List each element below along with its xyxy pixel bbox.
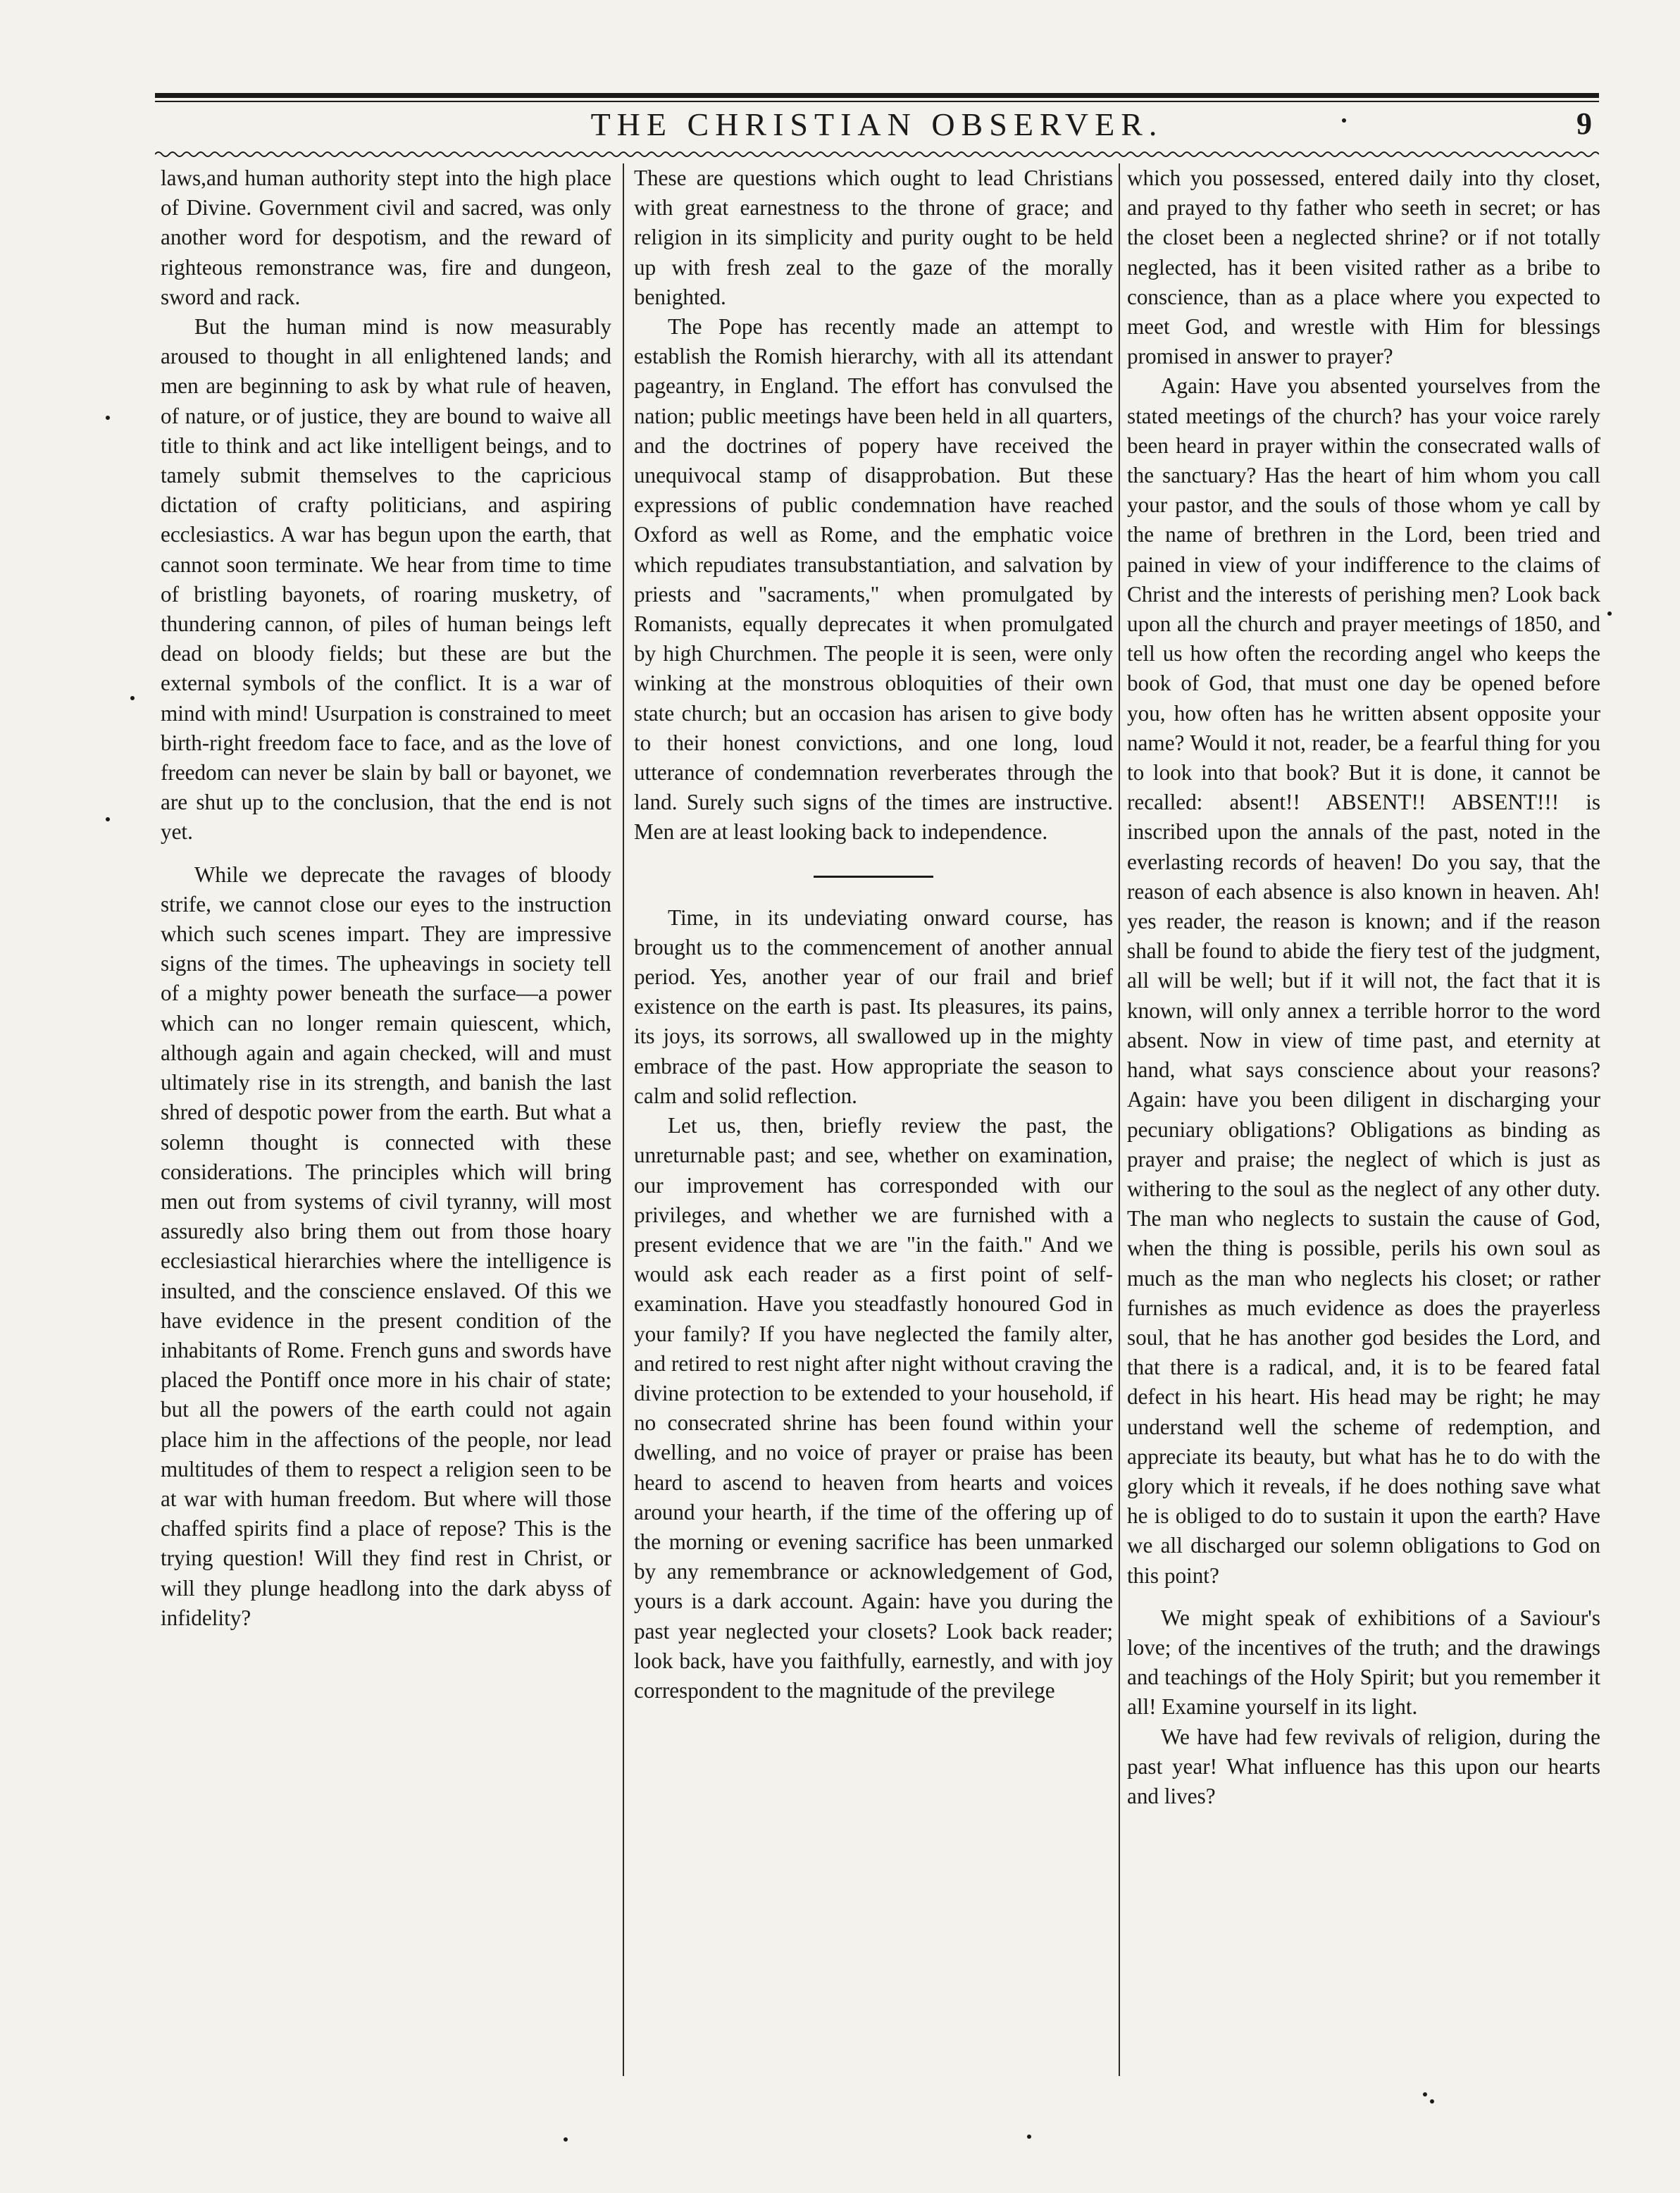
col2-paragraph-1: These are questions which ought to lead Christians with great earnestness to the throne of grace; and religion in its simplicity and purity ought to be held up with fresh zeal to the gaze of the morally benighted. (634, 166, 1113, 309)
page-header (155, 106, 1599, 148)
col3-paragraph-2: Again: Have you absented yourselves from the stated meetings of the church? has your voice rarely been heard in prayer within the consecrated walls of the sanctuary? Has the heart of him whom you call your pastor, and the souls of those whom ye call by the name of brethren in the Lord, been tried and pained in view of your indifference to the claims of Christ and the interests of perishing men? Look back upon all the church and prayer meetings of 1850, and tell us how often the recording angel who keeps the book of God, that must one day be opened before you, how often has he written absent opposite your name? Would it not, reader, be a fearful thing for you to look into that book? But it is done, it cannot be recalled: absent!! ABSENT!! ABSENT!!! is inscribed upon the annals of the past, noted in the everlasting records of heaven! Do you say, that the reason of each absence is also known in heaven. Ah! yes reader, the reason is known; and if the reason shall be found to abide the fiery test of the judgment, all will be well; but if it will not, the fact that it is known, will only annex a terrible horror to the word absent. Now in view of time past, and eternity at hand, what says conscience about your reasons? Again: have you been diligent in discharging your pecuniary obligations? Obligations as binding as prayer and praise; the neglect of which is just as withering to the soul as the neglect of any other duty. The man who neglects to sustain the cause of God, when the thing is possible, perils his own soul as much as the man who neglects his closet; or rather furnishes as much evidence as does the prayerless soul, that he has another god besides the Lord, and that there is a radical, and, it is to be feared fatal defect in his heart. His head may be right; he may understand well the scheme of redemption, and appreciate its beauty, but what has he to do with the glory which it reveals, if he does nothing save what he is obliged to do to sustain it upon the earth? Have we all discharged our solemn obligations to God on this point? (1127, 373, 1600, 1588)
header-rule-thick (155, 93, 1599, 98)
column-3 (1127, 163, 1600, 2080)
col2-paragraph-2: The Pope has recently made an attempt to establish the Romish hierarchy, with all its attendant pageantry, in England. The effort has convulsed the nation; public meetings have been held in all quarters, and the doctrines of popery have received the unequivocal stamp of disapprobation. But these expressions of public condemnation have reached Oxford as well as Rome, and the emphatic voice which repudiates transubstantiation, and salvation by priests and "sacraments," when promulgated by Romanists, equally deprecates it when promulgated by high Churchmen. The people it is seen, were only winking at the monstrous obloquities of their own state church; but an occasion has arisen to give body to their honest convictions, and one long, loud utterance of condemnation reverberates through the land. Surely such signs of the times are instructive. Men are at least looking back to independence. (634, 314, 1113, 845)
col3-paragraph-4: We have had few revivals of religion, during the past year! What influence has this upon our hearts and lives? (1127, 1724, 1600, 1808)
scan-speck (130, 696, 135, 700)
col2-paragraph-4: Let us, then, briefly review the past, the unreturnable past; and see, whether on examination, our improvement has corresponded with our privileges, and whether we are furnished with a present evidence that we are "in the faith." And we would ask each reader as a first point of self-examination. Have you steadfastly honoured God in your family? If you have neglected the family alter, and retired to rest night after night without craving the divine protection to be extended to your household, if no consecrated shrine has been found within your dwelling, and no voice of prayer or praise has been heard to ascend to heaven from hearts and voices around your hearth, if the time of the offering up of the morning or evening sacrifice has been unmarked by any remembrance or acknowledgement of God, yours is a dark account. Again: have you during the past year neglected your closets? Look back reader; look back, have you faithfully, earnestly, and with joy correspondent to the magnitude of the previlege (634, 1113, 1113, 1703)
column-1 (161, 163, 611, 2080)
scan-speck (106, 817, 110, 821)
page-number: 9 (1576, 106, 1592, 141)
scan-speck (1423, 2092, 1427, 2096)
section-divider (814, 876, 933, 878)
col1-paragraph-2: But the human mind is now measurably aroused to thought in all enlightened lands; and men are beginning to ask by what rule of heaven, of nature, or of justice, they are bound to waive all title to think and act like intelligent beings, and to tamely submit themselves to the capricious dictation of crafty politicians, and aspiring ecclesiastics. A war has begun upon the earth, that cannot soon terminate. We hear from time to time of bristling bayonets, of roaring musketry, of thundering cannon, of piles of human beings left dead on bloody fields; but these are but the external symbols of the conflict. It is a war of mind with mind! Usurpation is constrained to meet birth-right freedom face to face, and as the love of freedom can never be slain by ball or bayonet, we are shut up to the conclusion, that the end is not yet. (161, 314, 611, 845)
scan-speck (1027, 2135, 1031, 2139)
scan-speck (1607, 611, 1612, 616)
col3-paragraph-3: We might speak of exhibitions of a Saviour's love; of the incentives of the truth; and the drawings and teachings of the Holy Spirit; but you remember it all! Examine yourself in its light. (1127, 1605, 1600, 1720)
masthead-title: THE CHRISTIAN OBSERVER. (590, 106, 1164, 142)
col3-paragraph-1: which you possessed, entered daily into thy closet, and prayed to thy father who seeth in secret; or has the closet been a neglected shrine? or if not totally neglected, has it been visited rather as a bribe to conscience, than as a place where you expected to meet God, and wrestle with Him for blessings promised in answer to prayer? (1127, 166, 1600, 369)
column-divider-2 (1119, 163, 1120, 2076)
scan-speck (1430, 2099, 1434, 2104)
col2-paragraph-3: Time, in its undeviating onward course, has brought us to the commencement of another annual period. Yes, another year of our frail and brief existence on the earth is past. Its pleasures, its pains, its joys, its sorrows, all swallowed up in the mighty embrace of the past. How appropriate the season to calm and solid reflection. (634, 905, 1113, 1108)
scan-speck (106, 416, 110, 420)
column-divider-1 (623, 163, 624, 2076)
scan-speck (1342, 118, 1346, 123)
header-rule-thin (155, 101, 1599, 102)
col1-paragraph-3: While we deprecate the ravages of bloody strife, we cannot close our eyes to the instruction which such scenes impart. They are impressive signs of the times. The upheavings in society tell of a mighty power beneath the surface—a power which can no longer remain quiescent, which, although again and again checked, will and must ultimately rise in its strength, and banish the last shred of despotic power from the earth. But what a solemn thought is connected with these considerations. The principles which will bring men out from systems of civil tyranny, will most assuredly also bring them out from those hoary ecclesiastical hierarchies where the intelligence is insulted, and the conscience enslaved. Of this we have evidence in the present condition of the inhabitants of Rome. French guns and swords have placed the Pontiff once more in his chair of state; but all the powers of the earth could not again place him in the affections of the people, nor lead multitudes of them to respect a religion seen to be at war with human freedom. But where will those chaffed spirits find a place of repose? This is the trying question! Will they find rest in Christ, or will they plunge headlong into the dark abyss of infidelity? (161, 862, 611, 1630)
scan-speck (564, 2137, 568, 2142)
col1-paragraph-1: laws,and human authority stept into the high place of Divine. Government civil and sacred, was only another word for despotism, and the reward of righteous remonstrance was, fire and dungeon, sword and rack. (161, 166, 611, 309)
header-wavy-rule (155, 149, 1599, 159)
column-2 (634, 163, 1113, 2080)
